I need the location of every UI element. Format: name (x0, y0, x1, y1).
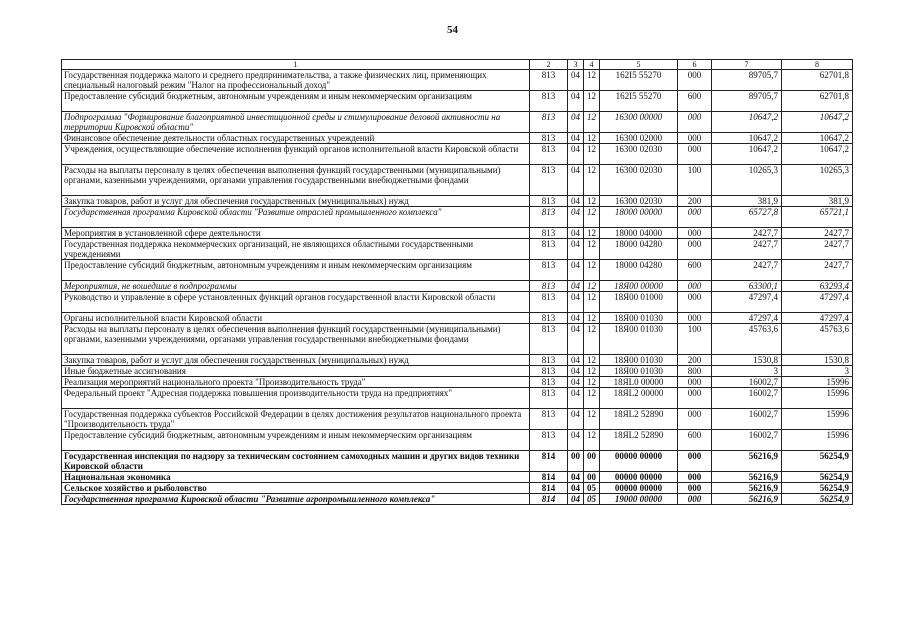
subsection-code-cell: 05 (584, 494, 600, 505)
amount-col7-cell: 89705,7 (712, 70, 782, 91)
section-code-cell: 04 (568, 377, 584, 388)
ministry-code-cell: 814 (530, 451, 568, 472)
ministry-code-cell: 813 (530, 70, 568, 91)
section-code-cell: 04 (568, 196, 584, 207)
ministry-code-cell: 813 (530, 133, 568, 144)
amount-col7-cell: 63300,1 (712, 281, 782, 292)
target-article-cell: 18000 00000 (600, 207, 678, 228)
target-article-cell: 18000 04280 (600, 260, 678, 281)
amount-col8-cell: 10647,2 (782, 144, 853, 165)
ministry-code-cell: 813 (530, 377, 568, 388)
amount-col8-cell: 2427,7 (782, 260, 853, 281)
column-header: 3 (568, 60, 584, 70)
item-name-cell: Расходы на выплаты персоналу в целях обеспечения выполнения функций государственными (муниципальными) органами, казенными учреждениями, органами управления государственными внебюджетными фондами (62, 165, 530, 196)
item-name-cell: Государственная инспекция по надзору за техническим состоянием самоходных машин и других видов техники Кировской области (62, 451, 530, 472)
amount-col8-cell: 381,9 (782, 196, 853, 207)
expense-type-cell: 000 (678, 388, 712, 409)
item-name-cell: Реализация мероприятий национального проекта "Производительность труда" (62, 377, 530, 388)
expense-type-cell: 600 (678, 430, 712, 451)
amount-col7-cell: 1530,8 (712, 355, 782, 366)
amount-col8-cell: 2427,7 (782, 239, 853, 260)
item-name-cell: Учреждения, осуществляющие обеспечение исполнения функций органов исполнительной власти Кировской области (62, 144, 530, 165)
amount-col8-cell: 65721,1 (782, 207, 853, 228)
target-article-cell: 18Я00 01030 (600, 355, 678, 366)
expense-type-cell: 200 (678, 196, 712, 207)
section-code-cell: 04 (568, 366, 584, 377)
expense-type-cell: 000 (678, 144, 712, 165)
ministry-code-cell: 813 (530, 165, 568, 196)
item-name-cell: Закупка товаров, работ и услуг для обеспечения государственных (муниципальных) нужд (62, 196, 530, 207)
expense-type-cell: 000 (678, 281, 712, 292)
item-name-cell: Государственная поддержка малого и среднего предпринимательства, а также физических лиц, применяющих специальный налоговый режим "Налог на профессиональный доход" (62, 70, 530, 91)
item-name-cell: Сельское хозяйство и рыболовство (62, 483, 530, 494)
subsection-code-cell: 12 (584, 260, 600, 281)
table-row (62, 430, 853, 451)
target-article-cell: 18Я00 01030 (600, 324, 678, 355)
section-code-cell: 04 (568, 70, 584, 91)
target-article-cell: 18ЯL0 00000 (600, 377, 678, 388)
target-article-cell: 19000 00000 (600, 494, 678, 505)
item-name-cell: Национальная экономика (62, 472, 530, 483)
ministry-code-cell: 813 (530, 324, 568, 355)
amount-col8-cell: 45763,6 (782, 324, 853, 355)
amount-col7-cell: 10647,2 (712, 144, 782, 165)
item-name-cell: Предоставление субсидий бюджетным, автономным учреждениям и иным некоммерческим организациям (62, 91, 530, 112)
ministry-code-cell: 813 (530, 260, 568, 281)
amount-col7-cell: 10265,3 (712, 165, 782, 196)
section-code-cell: 04 (568, 409, 584, 430)
expense-type-cell: 000 (678, 207, 712, 228)
target-article-cell: 16300 02030 (600, 165, 678, 196)
expense-type-cell: 000 (678, 409, 712, 430)
amount-col8-cell: 1530,8 (782, 355, 853, 366)
section-code-cell: 04 (568, 91, 584, 112)
amount-col8-cell: 62701,8 (782, 70, 853, 91)
expense-type-cell: 200 (678, 355, 712, 366)
amount-col7-cell: 16002,7 (712, 430, 782, 451)
amount-col7-cell: 56216,9 (712, 472, 782, 483)
item-name-cell: Иные бюджетные ассигнования (62, 366, 530, 377)
item-name-cell: Руководство и управление в сфере установленных функций органов государственной власти Кировской области (62, 292, 530, 313)
ministry-code-cell: 813 (530, 430, 568, 451)
ministry-code-cell: 813 (530, 292, 568, 313)
subsection-code-cell: 12 (584, 409, 600, 430)
item-name-cell: Органы исполнительной власти Кировской области (62, 313, 530, 324)
ministry-code-cell: 813 (530, 196, 568, 207)
section-code-cell: 04 (568, 260, 584, 281)
amount-col8-cell: 62701,8 (782, 91, 853, 112)
amount-col7-cell: 45763,6 (712, 324, 782, 355)
amount-col8-cell: 10265,3 (782, 165, 853, 196)
amount-col8-cell: 15996 (782, 430, 853, 451)
item-name-cell: Государственная поддержка некоммерческих организаций, не являющихся областными государственными учреждениями (62, 239, 530, 260)
expense-type-cell: 000 (678, 228, 712, 239)
amount-col8-cell: 56254,9 (782, 451, 853, 472)
target-article-cell: 16300 00000 (600, 112, 678, 133)
table-row (62, 196, 853, 207)
section-code-cell: 04 (568, 355, 584, 366)
subsection-code-cell: 00 (584, 472, 600, 483)
page-number: 54 (447, 24, 458, 36)
amount-col7-cell: 2427,7 (712, 228, 782, 239)
subsection-code-cell: 12 (584, 281, 600, 292)
section-code-cell: 04 (568, 494, 584, 505)
expense-type-cell: 600 (678, 260, 712, 281)
expense-type-cell: 000 (678, 292, 712, 313)
ministry-code-cell: 813 (530, 409, 568, 430)
amount-col7-cell: 56216,9 (712, 494, 782, 505)
section-code-cell: 04 (568, 228, 584, 239)
ministry-code-cell: 813 (530, 112, 568, 133)
target-article-cell: 18000 04000 (600, 228, 678, 239)
amount-col8-cell: 15996 (782, 409, 853, 430)
target-article-cell: 00000 00000 (600, 472, 678, 483)
expense-type-cell: 000 (678, 451, 712, 472)
target-article-cell: 162I5 55270 (600, 91, 678, 112)
column-header: 4 (584, 60, 600, 70)
target-article-cell: 18ЯL2 00000 (600, 388, 678, 409)
table-row (62, 91, 853, 112)
ministry-code-cell: 814 (530, 494, 568, 505)
expense-type-cell: 000 (678, 494, 712, 505)
amount-col7-cell: 65727,8 (712, 207, 782, 228)
item-name-cell: Подпрограмма "Формирование благоприятной инвестиционной среды и стимулирование деловой активности на территории Кировской области" (62, 112, 530, 133)
ministry-code-cell: 814 (530, 483, 568, 494)
target-article-cell: 18ЯL2 52890 (600, 409, 678, 430)
amount-col7-cell: 2427,7 (712, 239, 782, 260)
amount-col7-cell: 10647,2 (712, 133, 782, 144)
ministry-code-cell: 813 (530, 388, 568, 409)
target-article-cell: 18Я00 01030 (600, 313, 678, 324)
table-row (62, 133, 853, 144)
ministry-code-cell: 813 (530, 228, 568, 239)
section-code-cell: 04 (568, 324, 584, 355)
table-row (62, 228, 853, 239)
expense-type-cell: 000 (678, 239, 712, 260)
expense-type-cell: 000 (678, 112, 712, 133)
section-code-cell: 04 (568, 472, 584, 483)
item-name-cell: Федеральный проект "Адресная поддержка повышения производительности труда на предприятиях" (62, 388, 530, 409)
expense-type-cell: 600 (678, 91, 712, 112)
section-code-cell: 04 (568, 292, 584, 313)
expense-type-cell: 000 (678, 483, 712, 494)
column-header: 7 (712, 60, 782, 70)
amount-col8-cell: 15996 (782, 377, 853, 388)
amount-col8-cell: 47297,4 (782, 292, 853, 313)
target-article-cell: 162I5 55270 (600, 70, 678, 91)
table-row (62, 207, 853, 228)
table-row (62, 472, 853, 483)
table-body (62, 60, 853, 505)
amount-col8-cell: 3 (782, 366, 853, 377)
section-code-cell: 04 (568, 144, 584, 165)
table-row (62, 260, 853, 281)
table-row (62, 483, 853, 494)
budget-table (61, 59, 853, 505)
target-article-cell: 18000 04280 (600, 239, 678, 260)
subsection-code-cell: 12 (584, 324, 600, 355)
subsection-code-cell: 12 (584, 144, 600, 165)
section-code-cell: 04 (568, 281, 584, 292)
column-header: 5 (600, 60, 678, 70)
ministry-code-cell: 813 (530, 239, 568, 260)
subsection-code-cell: 12 (584, 355, 600, 366)
section-code-cell: 04 (568, 207, 584, 228)
table-row (62, 70, 853, 91)
section-code-cell: 04 (568, 313, 584, 324)
amount-col7-cell: 16002,7 (712, 409, 782, 430)
table-row (62, 366, 853, 377)
subsection-code-cell: 05 (584, 483, 600, 494)
amount-col7-cell: 381,9 (712, 196, 782, 207)
subsection-code-cell: 12 (584, 366, 600, 377)
subsection-code-cell: 12 (584, 377, 600, 388)
table-row (62, 144, 853, 165)
ministry-code-cell: 813 (530, 313, 568, 324)
target-article-cell: 18Я00 01030 (600, 366, 678, 377)
table-row (62, 388, 853, 409)
table-row (62, 112, 853, 133)
subsection-code-cell: 12 (584, 196, 600, 207)
amount-col8-cell: 47297,4 (782, 313, 853, 324)
item-name-cell: Государственная поддержка субъектов Российской Федерации в целях достижения результатов национального проекта "Производительность труда" (62, 409, 530, 430)
column-header: 1 (62, 60, 530, 70)
amount-col8-cell: 56254,9 (782, 494, 853, 505)
amount-col7-cell: 3 (712, 366, 782, 377)
expense-type-cell: 000 (678, 377, 712, 388)
item-name-cell: Государственная программа Кировской области "Развитие отраслей промышленного комплекса" (62, 207, 530, 228)
item-name-cell: Предоставление субсидий бюджетным, автономным учреждениям и иным некоммерческим организациям (62, 430, 530, 451)
item-name-cell: Мероприятия, не вошедшие в подпрограммы (62, 281, 530, 292)
table-row (62, 377, 853, 388)
table-row (62, 451, 853, 472)
column-header: 6 (678, 60, 712, 70)
amount-col8-cell: 63293,4 (782, 281, 853, 292)
table-row (62, 292, 853, 313)
subsection-code-cell: 00 (584, 451, 600, 472)
target-article-cell: 18Я00 00000 (600, 281, 678, 292)
subsection-code-cell: 12 (584, 313, 600, 324)
subsection-code-cell: 12 (584, 112, 600, 133)
expense-type-cell: 000 (678, 313, 712, 324)
target-article-cell: 16300 02030 (600, 196, 678, 207)
amount-col7-cell: 16002,7 (712, 388, 782, 409)
table-row (62, 409, 853, 430)
expense-type-cell: 000 (678, 70, 712, 91)
table-row (62, 281, 853, 292)
amount-col8-cell: 10647,2 (782, 112, 853, 133)
subsection-code-cell: 12 (584, 91, 600, 112)
amount-col8-cell: 56254,9 (782, 472, 853, 483)
section-code-cell: 04 (568, 165, 584, 196)
amount-col8-cell: 56254,9 (782, 483, 853, 494)
table-row (62, 239, 853, 260)
header-row (62, 60, 853, 70)
amount-col7-cell: 16002,7 (712, 377, 782, 388)
ministry-code-cell: 813 (530, 91, 568, 112)
section-code-cell: 04 (568, 388, 584, 409)
item-name-cell: Государственная программа Кировской области "Развитие агропромышленного комплекса" (62, 494, 530, 505)
section-code-cell: 04 (568, 239, 584, 260)
ministry-code-cell: 813 (530, 144, 568, 165)
target-article-cell: 00000 00000 (600, 483, 678, 494)
item-name-cell: Финансовое обеспечение деятельности областных государственных учреждений (62, 133, 530, 144)
subsection-code-cell: 12 (584, 430, 600, 451)
item-name-cell: Мероприятия в установленной сфере деятельности (62, 228, 530, 239)
target-article-cell: 16300 02000 (600, 133, 678, 144)
expense-type-cell: 100 (678, 324, 712, 355)
item-name-cell: Расходы на выплаты персоналу в целях обеспечения выполнения функций государственными (муниципальными) органами, казенными учреждениями, органами управления государственными внебюджетными фондами (62, 324, 530, 355)
subsection-code-cell: 12 (584, 133, 600, 144)
target-article-cell: 16300 02030 (600, 144, 678, 165)
table-row (62, 313, 853, 324)
ministry-code-cell: 813 (530, 207, 568, 228)
target-article-cell: 00000 00000 (600, 451, 678, 472)
expense-type-cell: 100 (678, 165, 712, 196)
ministry-code-cell: 814 (530, 472, 568, 483)
ministry-code-cell: 813 (530, 281, 568, 292)
subsection-code-cell: 12 (584, 239, 600, 260)
section-code-cell: 04 (568, 112, 584, 133)
subsection-code-cell: 12 (584, 207, 600, 228)
amount-col7-cell: 47297,4 (712, 292, 782, 313)
target-article-cell: 18ЯL2 52890 (600, 430, 678, 451)
amount-col7-cell: 56216,9 (712, 483, 782, 494)
subsection-code-cell: 12 (584, 388, 600, 409)
table-row (62, 165, 853, 196)
section-code-cell: 04 (568, 133, 584, 144)
section-code-cell: 04 (568, 430, 584, 451)
section-code-cell: 00 (568, 451, 584, 472)
subsection-code-cell: 12 (584, 292, 600, 313)
subsection-code-cell: 12 (584, 165, 600, 196)
column-header: 2 (530, 60, 568, 70)
expense-type-cell: 000 (678, 133, 712, 144)
section-code-cell: 04 (568, 483, 584, 494)
expense-type-cell: 800 (678, 366, 712, 377)
ministry-code-cell: 813 (530, 355, 568, 366)
amount-col7-cell: 10647,2 (712, 112, 782, 133)
target-article-cell: 18Я00 01000 (600, 292, 678, 313)
amount-col7-cell: 2427,7 (712, 260, 782, 281)
amount-col8-cell: 2427,7 (782, 228, 853, 239)
expense-type-cell: 000 (678, 472, 712, 483)
amount-col7-cell: 47297,4 (712, 313, 782, 324)
amount-col7-cell: 89705,7 (712, 91, 782, 112)
column-header: 8 (782, 60, 853, 70)
amount-col7-cell: 56216,9 (712, 451, 782, 472)
item-name-cell: Предоставление субсидий бюджетным, автономным учреждениям и иным некоммерческим организациям (62, 260, 530, 281)
amount-col8-cell: 10647,2 (782, 133, 853, 144)
table-row (62, 494, 853, 505)
subsection-code-cell: 12 (584, 228, 600, 239)
table-row (62, 355, 853, 366)
subsection-code-cell: 12 (584, 70, 600, 91)
amount-col8-cell: 15996 (782, 388, 853, 409)
table-row (62, 324, 853, 355)
ministry-code-cell: 813 (530, 366, 568, 377)
item-name-cell: Закупка товаров, работ и услуг для обеспечения государственных (муниципальных) нужд (62, 355, 530, 366)
